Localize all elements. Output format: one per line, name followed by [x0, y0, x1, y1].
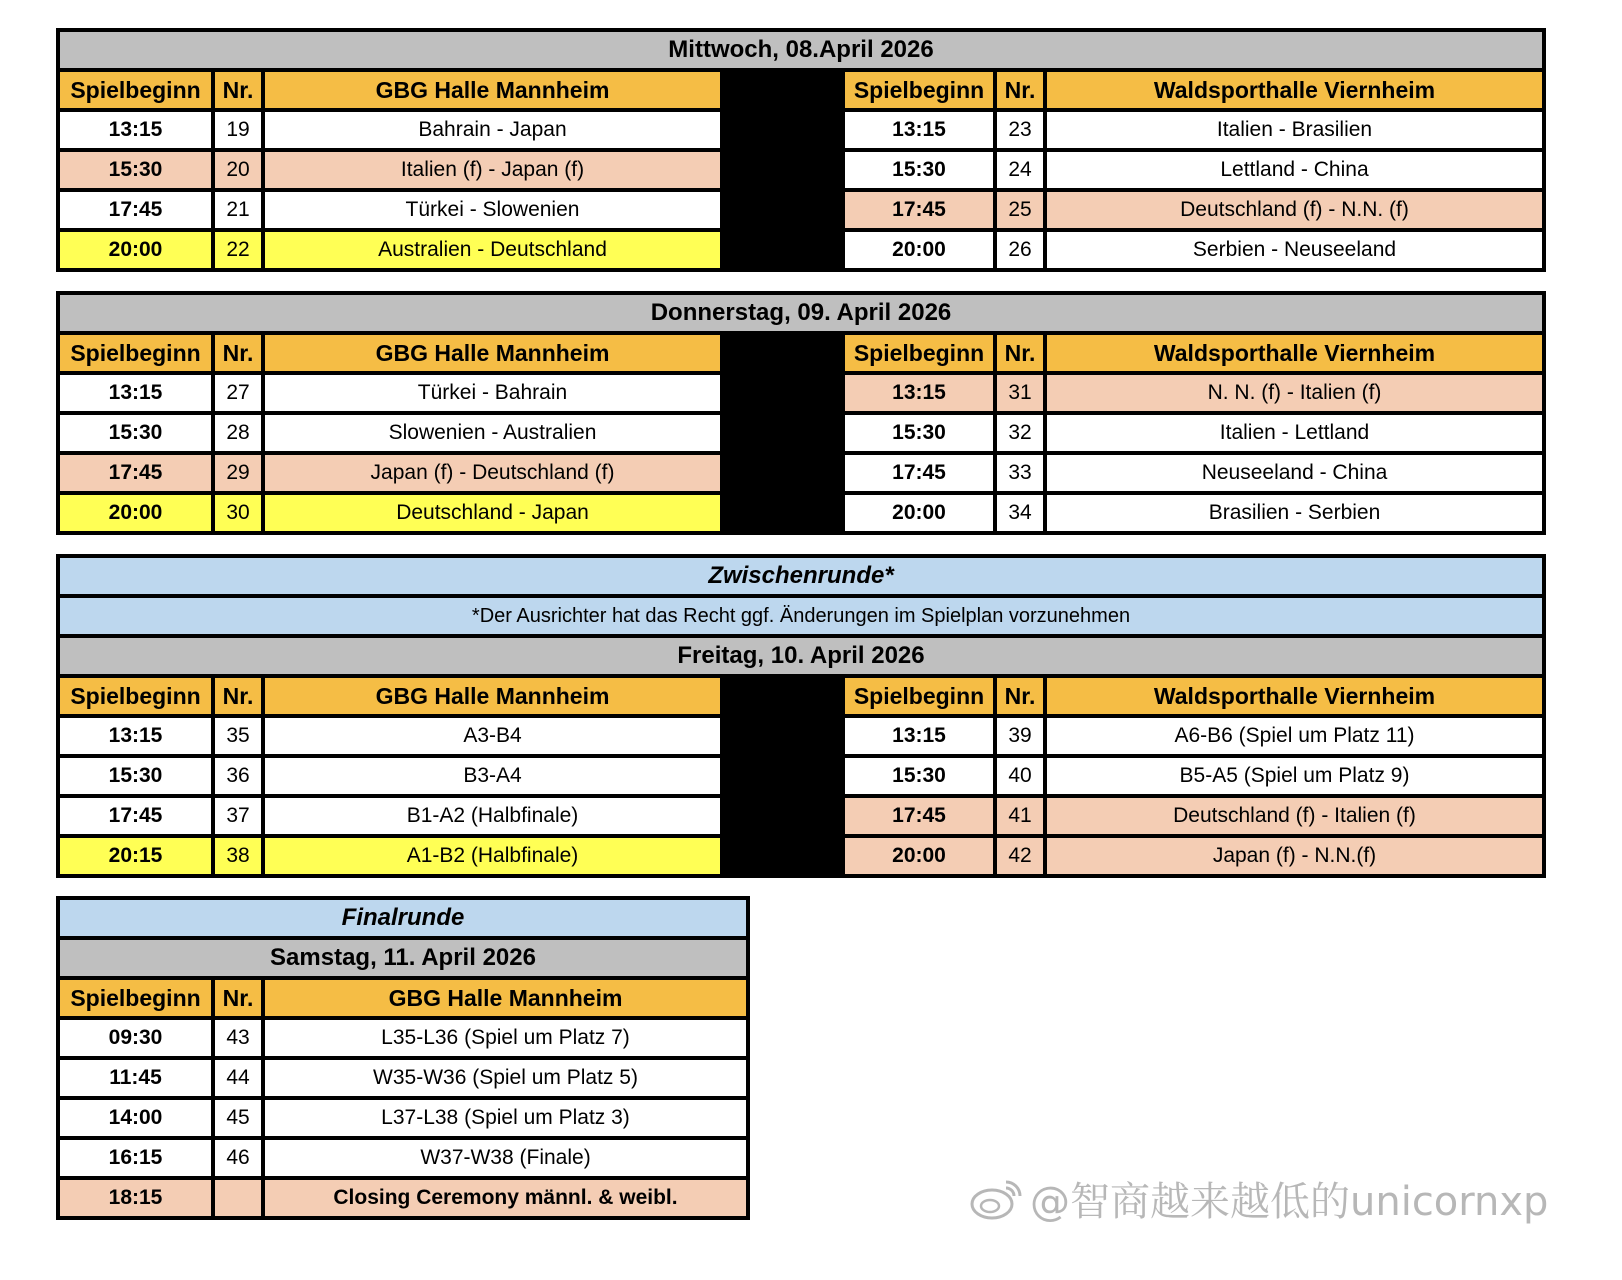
match-time: 13:15 [845, 112, 993, 148]
match-pairing: B1-A2 (Halbfinale) [265, 798, 720, 834]
match-row [60, 1100, 746, 1136]
match-nr: 27 [215, 375, 261, 411]
match-nr: 46 [215, 1140, 261, 1176]
match-nr: 29 [215, 455, 261, 491]
column-header-row [60, 335, 1542, 371]
match-time: 17:45 [845, 798, 993, 834]
match-time: 15:30 [60, 415, 211, 451]
divider [724, 415, 841, 451]
divider [724, 495, 841, 531]
match-time: 15:30 [845, 415, 993, 451]
match-nr: 25 [997, 192, 1043, 228]
match-time: 13:15 [60, 375, 211, 411]
header-nr: Nr. [997, 72, 1043, 108]
match-time: 16:15 [60, 1140, 211, 1176]
match-pairing: Italien - Lettland [1047, 415, 1542, 451]
match-pairing: Serbien - Neuseeland [1047, 232, 1542, 268]
match-time: 20:00 [60, 495, 211, 531]
schedule-saturday [56, 896, 750, 1220]
match-row [60, 152, 1542, 188]
match-time: 20:00 [60, 232, 211, 268]
match-time: 15:30 [60, 758, 211, 794]
match-nr: 40 [997, 758, 1043, 794]
divider [724, 798, 841, 834]
divider [724, 335, 841, 371]
match-nr: 36 [215, 758, 261, 794]
match-nr: 30 [215, 495, 261, 531]
match-pairing: W37-W38 (Finale) [265, 1140, 746, 1176]
header-nr: Nr. [215, 980, 261, 1016]
divider [724, 758, 841, 794]
day-title: Freitag, 10. April 2026 [60, 638, 1542, 674]
header-nr: Nr. [215, 678, 261, 714]
header-venue-mannheim: GBG Halle Mannheim [265, 72, 720, 108]
match-time: 17:45 [60, 192, 211, 228]
day-title: Mittwoch, 08.April 2026 [60, 32, 1542, 68]
match-pairing: Italien (f) - Japan (f) [265, 152, 720, 188]
match-pairing: Japan (f) - N.N.(f) [1047, 838, 1542, 874]
header-time: Spielbeginn [60, 980, 211, 1016]
match-time: 11:45 [60, 1060, 211, 1096]
header-time: Spielbeginn [60, 335, 211, 371]
header-time: Spielbeginn [845, 335, 993, 371]
match-time: 13:15 [845, 718, 993, 754]
match-nr: 33 [997, 455, 1043, 491]
header-venue-mannheim: GBG Halle Mannheim [265, 678, 720, 714]
match-time: 13:15 [845, 375, 993, 411]
match-nr [215, 1180, 261, 1216]
match-nr: 37 [215, 798, 261, 834]
header-time: Spielbeginn [845, 72, 993, 108]
match-pairing: A3-B4 [265, 718, 720, 754]
match-nr: 42 [997, 838, 1043, 874]
watermark-text: @智商越来越低的unicornxp [1030, 1179, 1549, 1225]
column-header-row [60, 678, 1542, 714]
match-pairing: Closing Ceremony männl. & weibl. [265, 1180, 746, 1216]
match-pairing: Türkei - Bahrain [265, 375, 720, 411]
divider [724, 838, 841, 874]
schedule-thursday [56, 291, 1546, 535]
match-nr: 19 [215, 112, 261, 148]
match-row [60, 112, 1542, 148]
match-time: 17:45 [60, 455, 211, 491]
match-pairing: Deutschland (f) - Italien (f) [1047, 798, 1542, 834]
match-row [60, 375, 1542, 411]
match-time: 20:15 [60, 838, 211, 874]
day-banner-row [60, 940, 746, 976]
match-time: 15:30 [845, 152, 993, 188]
header-venue-viernheim: Waldsporthalle Viernheim [1047, 335, 1542, 371]
match-time: 13:15 [60, 718, 211, 754]
match-pairing: A6-B6 (Spiel um Platz 11) [1047, 718, 1542, 754]
match-time: 14:00 [60, 1100, 211, 1136]
match-pairing: L35-L36 (Spiel um Platz 7) [265, 1020, 746, 1056]
match-pairing: Deutschland (f) - N.N. (f) [1047, 192, 1542, 228]
match-row [60, 495, 1542, 531]
match-nr: 22 [215, 232, 261, 268]
column-header-row [60, 72, 1542, 108]
match-time: 20:00 [845, 495, 993, 531]
match-nr: 20 [215, 152, 261, 188]
match-pairing: A1-B2 (Halbfinale) [265, 838, 720, 874]
note-row [60, 598, 1542, 634]
match-row [60, 1140, 746, 1176]
match-nr: 26 [997, 232, 1043, 268]
match-row [60, 232, 1542, 268]
match-nr: 45 [215, 1100, 261, 1136]
match-row [60, 1180, 746, 1216]
divider [724, 375, 841, 411]
match-nr: 41 [997, 798, 1043, 834]
match-time: 17:45 [60, 798, 211, 834]
header-venue-mannheim: GBG Halle Mannheim [265, 980, 746, 1016]
match-nr: 43 [215, 1020, 261, 1056]
match-time: 17:45 [845, 455, 993, 491]
match-pairing: B3-A4 [265, 758, 720, 794]
header-time: Spielbeginn [60, 678, 211, 714]
match-nr: 23 [997, 112, 1043, 148]
match-pairing: Italien - Brasilien [1047, 112, 1542, 148]
header-nr: Nr. [215, 335, 261, 371]
header-nr: Nr. [997, 335, 1043, 371]
day-title: Samstag, 11. April 2026 [60, 940, 746, 976]
match-pairing: Slowenien - Australien [265, 415, 720, 451]
match-pairing: N. N. (f) - Italien (f) [1047, 375, 1542, 411]
header-venue-viernheim: Waldsporthalle Viernheim [1047, 678, 1542, 714]
round-banner-row [60, 900, 746, 936]
weibo-logo-icon [968, 1176, 1024, 1222]
match-row [60, 1060, 746, 1096]
match-pairing: Bahrain - Japan [265, 112, 720, 148]
match-row [60, 415, 1542, 451]
header-nr: Nr. [215, 72, 261, 108]
round-title: Zwischenrunde* [60, 558, 1542, 594]
match-nr: 35 [215, 718, 261, 754]
match-nr: 32 [997, 415, 1043, 451]
match-time: 09:30 [60, 1020, 211, 1056]
match-row [60, 758, 1542, 794]
match-nr: 24 [997, 152, 1043, 188]
header-venue-viernheim: Waldsporthalle Viernheim [1047, 72, 1542, 108]
match-time: 20:00 [845, 838, 993, 874]
match-row [60, 455, 1542, 491]
match-nr: 31 [997, 375, 1043, 411]
match-time: 20:00 [845, 232, 993, 268]
day-banner-row [60, 295, 1542, 331]
match-pairing: B5-A5 (Spiel um Platz 9) [1047, 758, 1542, 794]
divider [724, 718, 841, 754]
match-pairing: Deutschland - Japan [265, 495, 720, 531]
round-banner-row [60, 558, 1542, 594]
header-time: Spielbeginn [845, 678, 993, 714]
match-pairing: W35-W36 (Spiel um Platz 5) [265, 1060, 746, 1096]
match-nr: 38 [215, 838, 261, 874]
schedule-wednesday [56, 28, 1546, 272]
round-title: Finalrunde [60, 900, 746, 936]
schedule-friday [56, 554, 1546, 878]
divider [724, 72, 841, 108]
match-nr: 34 [997, 495, 1043, 531]
divider [724, 192, 841, 228]
match-time: 13:15 [60, 112, 211, 148]
schedule-note: *Der Ausrichter hat das Recht ggf. Änderungen im Spielplan vorzunehmen [60, 598, 1542, 634]
day-banner-row [60, 32, 1542, 68]
match-pairing: Lettland - China [1047, 152, 1542, 188]
match-nr: 28 [215, 415, 261, 451]
divider [724, 455, 841, 491]
match-pairing: L37-L38 (Spiel um Platz 3) [265, 1100, 746, 1136]
header-time: Spielbeginn [60, 72, 211, 108]
divider [724, 678, 841, 714]
match-row [60, 798, 1542, 834]
day-banner-row [60, 638, 1542, 674]
column-header-row [60, 980, 746, 1016]
match-time: 18:15 [60, 1180, 211, 1216]
match-row [60, 718, 1542, 754]
divider [724, 112, 841, 148]
match-pairing: Australien - Deutschland [265, 232, 720, 268]
match-pairing: Brasilien - Serbien [1047, 495, 1542, 531]
divider [724, 152, 841, 188]
match-time: 15:30 [845, 758, 993, 794]
match-pairing: Türkei - Slowenien [265, 192, 720, 228]
match-row [60, 838, 1542, 874]
match-pairing: Neuseeland - China [1047, 455, 1542, 491]
match-nr: 21 [215, 192, 261, 228]
match-row [60, 192, 1542, 228]
match-time: 17:45 [845, 192, 993, 228]
header-venue-mannheim: GBG Halle Mannheim [265, 335, 720, 371]
match-time: 15:30 [60, 152, 211, 188]
header-nr: Nr. [997, 678, 1043, 714]
watermark [968, 1170, 1548, 1227]
divider [724, 232, 841, 268]
match-nr: 39 [997, 718, 1043, 754]
match-nr: 44 [215, 1060, 261, 1096]
match-row [60, 1020, 746, 1056]
match-pairing: Japan (f) - Deutschland (f) [265, 455, 720, 491]
day-title: Donnerstag, 09. April 2026 [60, 295, 1542, 331]
